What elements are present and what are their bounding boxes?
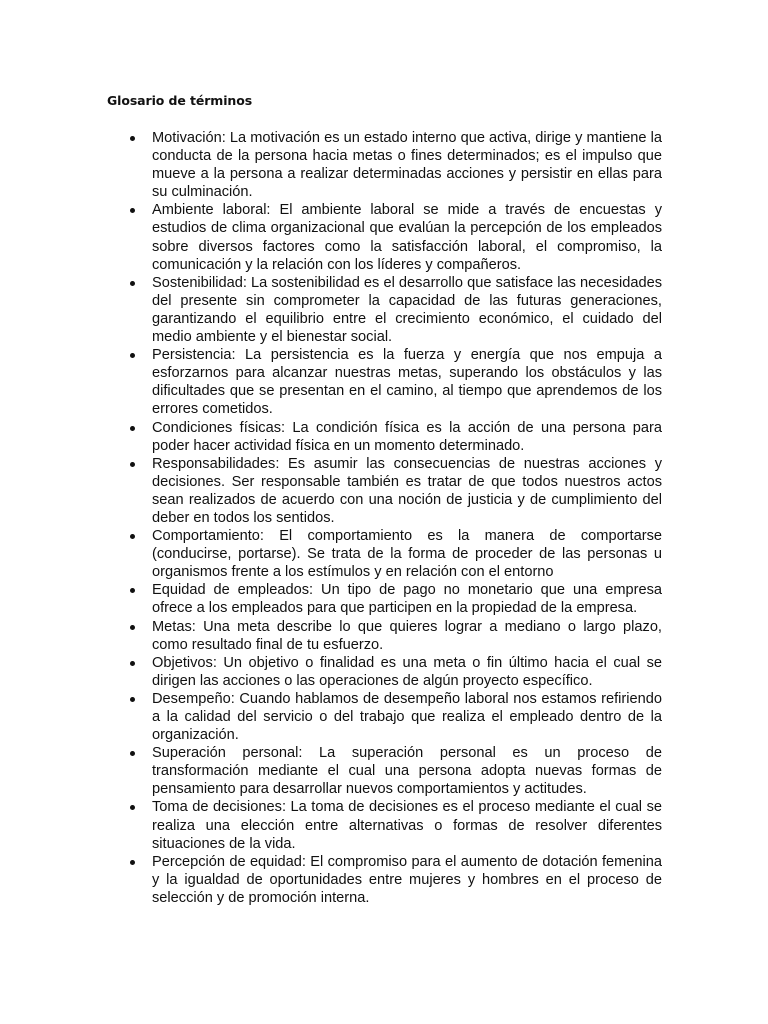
glossary-list <box>108 129 662 907</box>
glossary-item-responsabilidades <box>108 455 662 527</box>
glossary-item-persistencia <box>108 346 662 418</box>
glossary-item-text: Responsabilidades: Es asumir las consecuencias de nuestras acciones y decisiones. Ser responsable también es tratar de que todos nuestros actos sean realizados de acuerdo con una noción de justicia y de cumplimiento del deber en todos los sentidos. <box>152 455 662 526</box>
bullet-icon <box>130 588 135 593</box>
bullet-icon <box>130 661 135 666</box>
bullet-icon <box>130 281 135 286</box>
glossary-item-ambiente-laboral <box>108 201 662 273</box>
glossary-item-text: Equidad de empleados: Un tipo de pago no monetario que una empresa ofrece a los empleados para que participen en la propiedad de la empresa. <box>152 582 662 617</box>
glossary-item-equidad-empleados <box>108 581 662 617</box>
glossary-item-text: Toma de decisiones: La toma de decisiones es el proceso mediante el cual se realiza una elección entre alternativas o formas de resolver diferentes situaciones de la vida. <box>152 799 662 852</box>
glossary-item-sostenibilidad <box>108 274 662 346</box>
bullet-icon <box>130 353 135 358</box>
glossary-item-objetivos <box>108 654 662 690</box>
glossary-item-metas <box>108 618 662 654</box>
bullet-icon <box>130 625 135 630</box>
glossary-item-superacion-personal <box>108 744 662 798</box>
glossary-item-text: Desempeño: Cuando hablamos de desempeño laboral nos estamos refiriendo a la calidad del servicio o del trabajo que realiza el empleado dentro de la organización. <box>152 690 662 744</box>
bullet-icon <box>130 751 135 756</box>
bullet-icon <box>130 208 135 213</box>
bullet-icon <box>130 534 135 539</box>
glossary-item-toma-decisiones <box>108 798 662 852</box>
glossary-item-comportamiento <box>108 527 662 581</box>
bullet-icon <box>130 697 135 702</box>
bullet-icon <box>130 805 135 810</box>
glossary-item-text: Condiciones físicas: La condición física es la acción de una persona para poder hacer actividad física en un momento determinado. <box>152 419 662 454</box>
glossary-item-text: Percepción de equidad: El compromiso para el aumento de dotación femenina y la igualdad de oportunidades entre mujeres y hombres en el proceso de selección y de promoción interna. <box>152 853 662 906</box>
glossary-item-percepcion-equidad <box>108 853 662 907</box>
glossary-item-text: Metas: Una meta describe lo que quieres lograr a mediano o largo plazo, como resultado final de tu esfuerzo. <box>152 618 662 653</box>
glossary-item-condiciones-fisicas <box>108 419 662 455</box>
bullet-icon <box>130 136 135 141</box>
glossary-item-text: Sostenibilidad: La sostenibilidad es el desarrollo que satisface las necesidades del presente sin comprometer la capacidad de las futuras generaciones, garantizando el equilibrio entre el crecimiento económico, el cuidado del medio ambiente y el bienestar social. <box>152 274 662 346</box>
bullet-icon <box>130 426 135 431</box>
glossary-item-text: Superación personal: La superación personal es un proceso de transformación mediante el cual una persona adopta nuevas formas de pensamiento para desarrollar nuevos comportamientos y actitudes. <box>152 745 662 798</box>
bullet-icon <box>130 462 135 467</box>
glossary-item-desempeno <box>108 690 662 744</box>
glossary-item-text: Objetivos: Un objetivo o finalidad es una meta o fin último hacia el cual se dirigen las acciones o las operaciones de algún proyecto específico. <box>152 654 662 689</box>
glossary-item-text: Persistencia: La persistencia es la fuerza y energía que nos empuja a esforzarnos para alcanzar nuestras metas, superando los obstáculos y las dificultades que se presentan en el camino, al tiempo que aprendemos de los errores cometidos. <box>152 347 662 418</box>
glossary-item-motivacion <box>108 129 662 201</box>
glossary-item-text: Ambiente laboral: El ambiente laboral se mide a través de encuestas y estudios de clima organizacional que evalúan la percepción de los empleados sobre diversos factores como la satisfacción laboral, el compromiso, la comunicación y la relación con los líderes y compañeros. <box>152 202 662 273</box>
glossary-item-text: Motivación: La motivación es un estado interno que activa, dirige y mantiene la conducta de la persona hacia metas o fines determinados; es el impulso que mueve a la persona a realizar determinadas acciones y persistir en ellas para su culminación. <box>152 130 662 201</box>
document-title: Glosario de términos <box>107 93 253 108</box>
bullet-icon <box>130 860 135 865</box>
glossary-item-text: Comportamiento: El comportamiento es la manera de comportarse (conducirse, portarse). Se trata de la forma de proceder de las personas u organismos frente a los estímulos y en relación con el entorno <box>152 528 662 581</box>
